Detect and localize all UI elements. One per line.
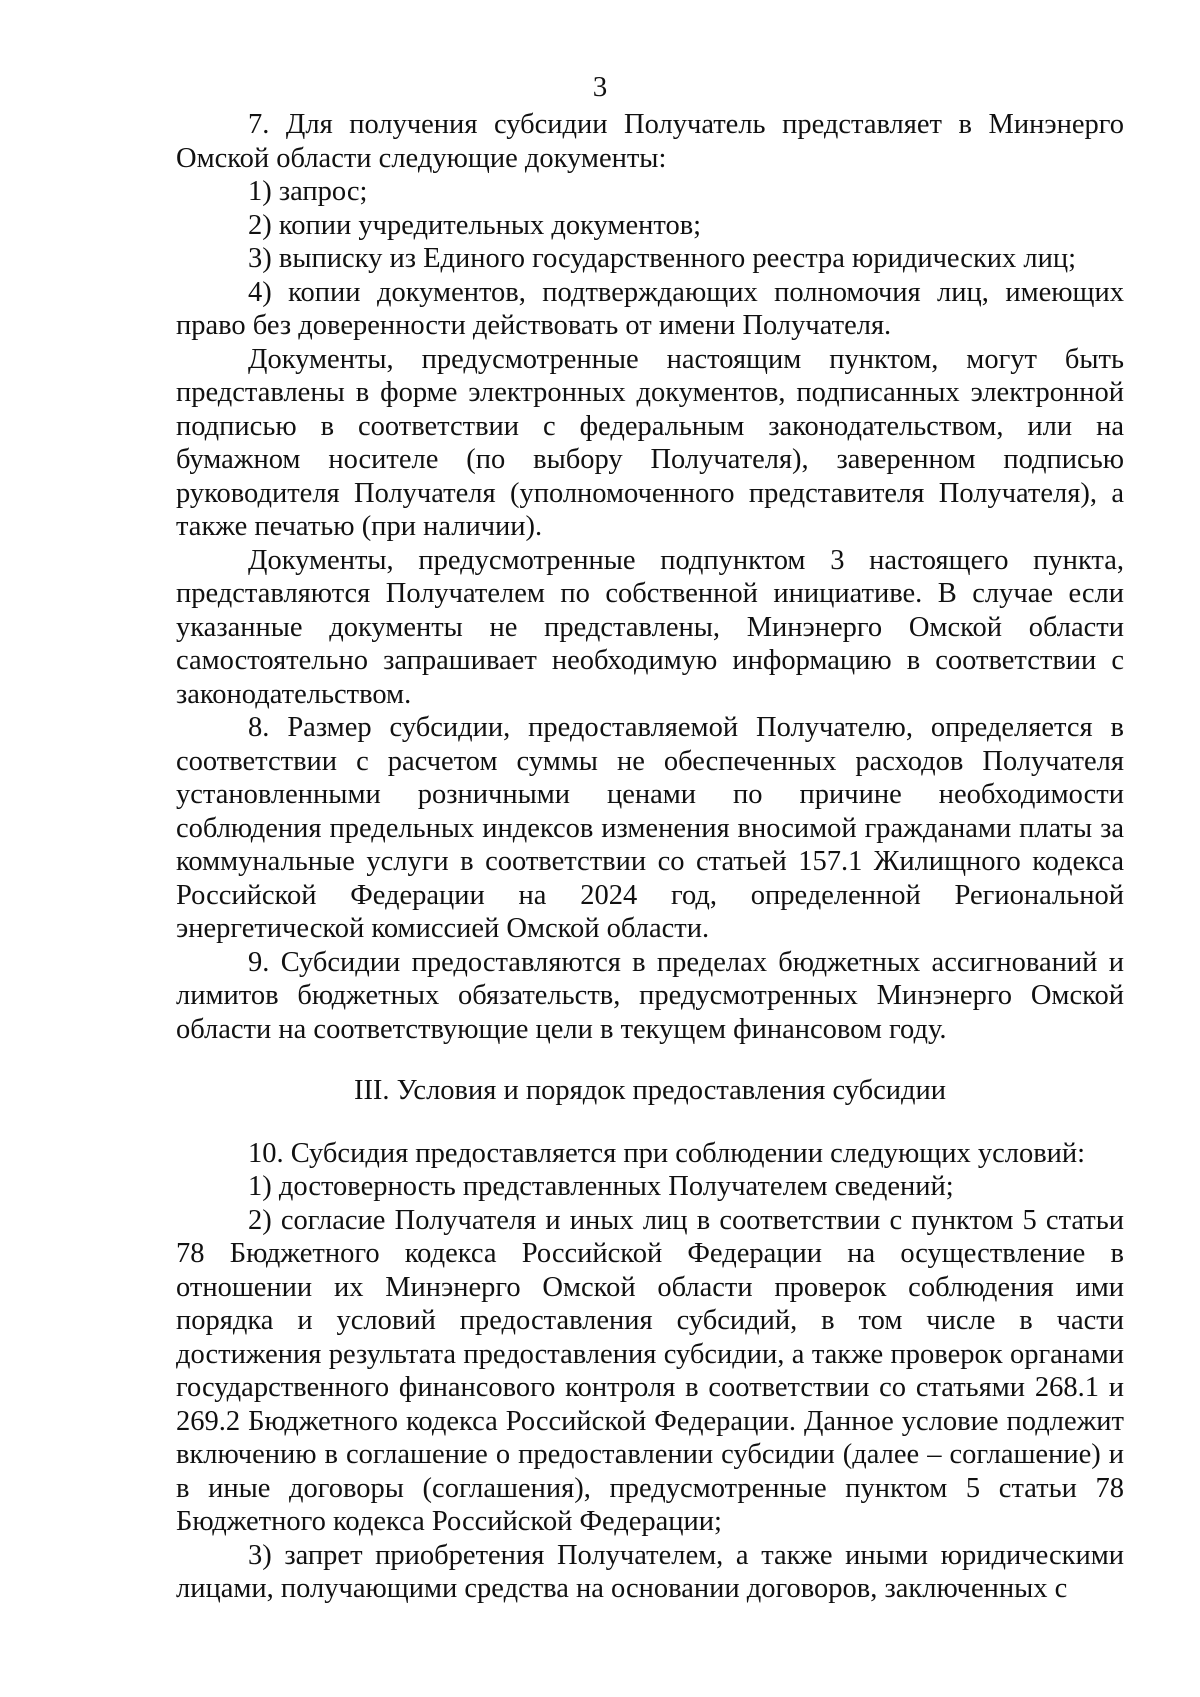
list-item-reliability: 1) достоверность представленных Получателем сведений; [248, 1171, 954, 1202]
list-item-consent: 2) согласие Получателя и иных лиц в соответствии с пунктом 5 статьи 78 Бюджетного кодекса Российской Федерации на осуществление в отношении их Минэнерго Омской области проверок соблюдения ими порядка и условий предоставления субсидий, в том числе в части достижения результата предоставления субсидии, а также проверок органами государственного финансового контроля в соответствии со статьями 268.1 и 269.2 Бюджетного кодекса Российской Федерации. Данное условие подлежит включению в соглашение о предоставлении субсидии (далее – соглашение) и в иные договоры (соглашения), предусмотренные пунктом 5 статьи 78 Бюджетного кодекса Российской Федерации; [176, 1204, 1124, 1537]
paragraph-own-initiative: Документы, предусмотренные подпунктом 3 настоящего пункта, представляются Получателем по собственной инициативе. В случае если указанные документы не представлены, Минэнерго Омской области самостоятельно запрашивает необходимую информацию в соответствии с законодательством. [176, 544, 1124, 710]
paragraph-document-format: Документы, предусмотренные настоящим пунктом, могут быть представлены в форме электронных документов, подписанных электронной подписью в соответствии с федеральным законодательством, или на бумажном носителе (по выбору Получателя), заверенном подписью руководителя Получателя (уполномоченного представителя Получателя), а также печатью (при наличии). [176, 343, 1124, 542]
list-item-authority-documents: 4) копии документов, подтверждающих полномочия лиц, имеющих право без доверенности действовать от имени Получателя. [176, 276, 1124, 341]
list-item-registry-extract: 3) выписку из Единого государственного реестра юридических лиц; [248, 243, 1077, 274]
document-body [176, 108, 1124, 1606]
paragraph-item-7: 7. Для получения субсидии Получатель представляет в Минэнерго Омской области следующие документы: [176, 109, 1124, 174]
section-heading: III. Условия и порядок предоставления субсидии [353, 1075, 947, 1106]
list-item-request: 1) запрос; [248, 176, 368, 207]
page-number: 3 [592, 71, 608, 103]
list-item-founding-documents: 2) копии учредительных документов; [248, 209, 702, 241]
list-item-purchase-ban: 3) запрет приобретения Получателем, а также иными юридическими лицами, получающими средства на основании договоров, заключенных с [176, 1539, 1124, 1604]
paragraph-item-10: 10. Субсидия предоставляется при соблюдении следующих условий: [248, 1137, 1086, 1169]
paragraph-item-8: 8. Размер субсидии, предоставляемой Получателю, определяется в соответствии с расчетом суммы не обеспеченных расходов Получателя установленными розничными ценами по причине необходимости соблюдения предельных индексов изменения вносимой гражданами платы за коммунальные услуги в соответствии со статьей 157.1 Жилищного кодекса Российской Федерации на 2024 год, определенной Региональной энергетической комиссией Омской области. [176, 712, 1124, 944]
paragraph-item-9: 9. Субсидии предоставляются в пределах бюджетных ассигнований и лимитов бюджетных обязательств, предусмотренных Минэнерго Омской области на соответствующие цели в текущем финансовом году. [176, 946, 1124, 1045]
